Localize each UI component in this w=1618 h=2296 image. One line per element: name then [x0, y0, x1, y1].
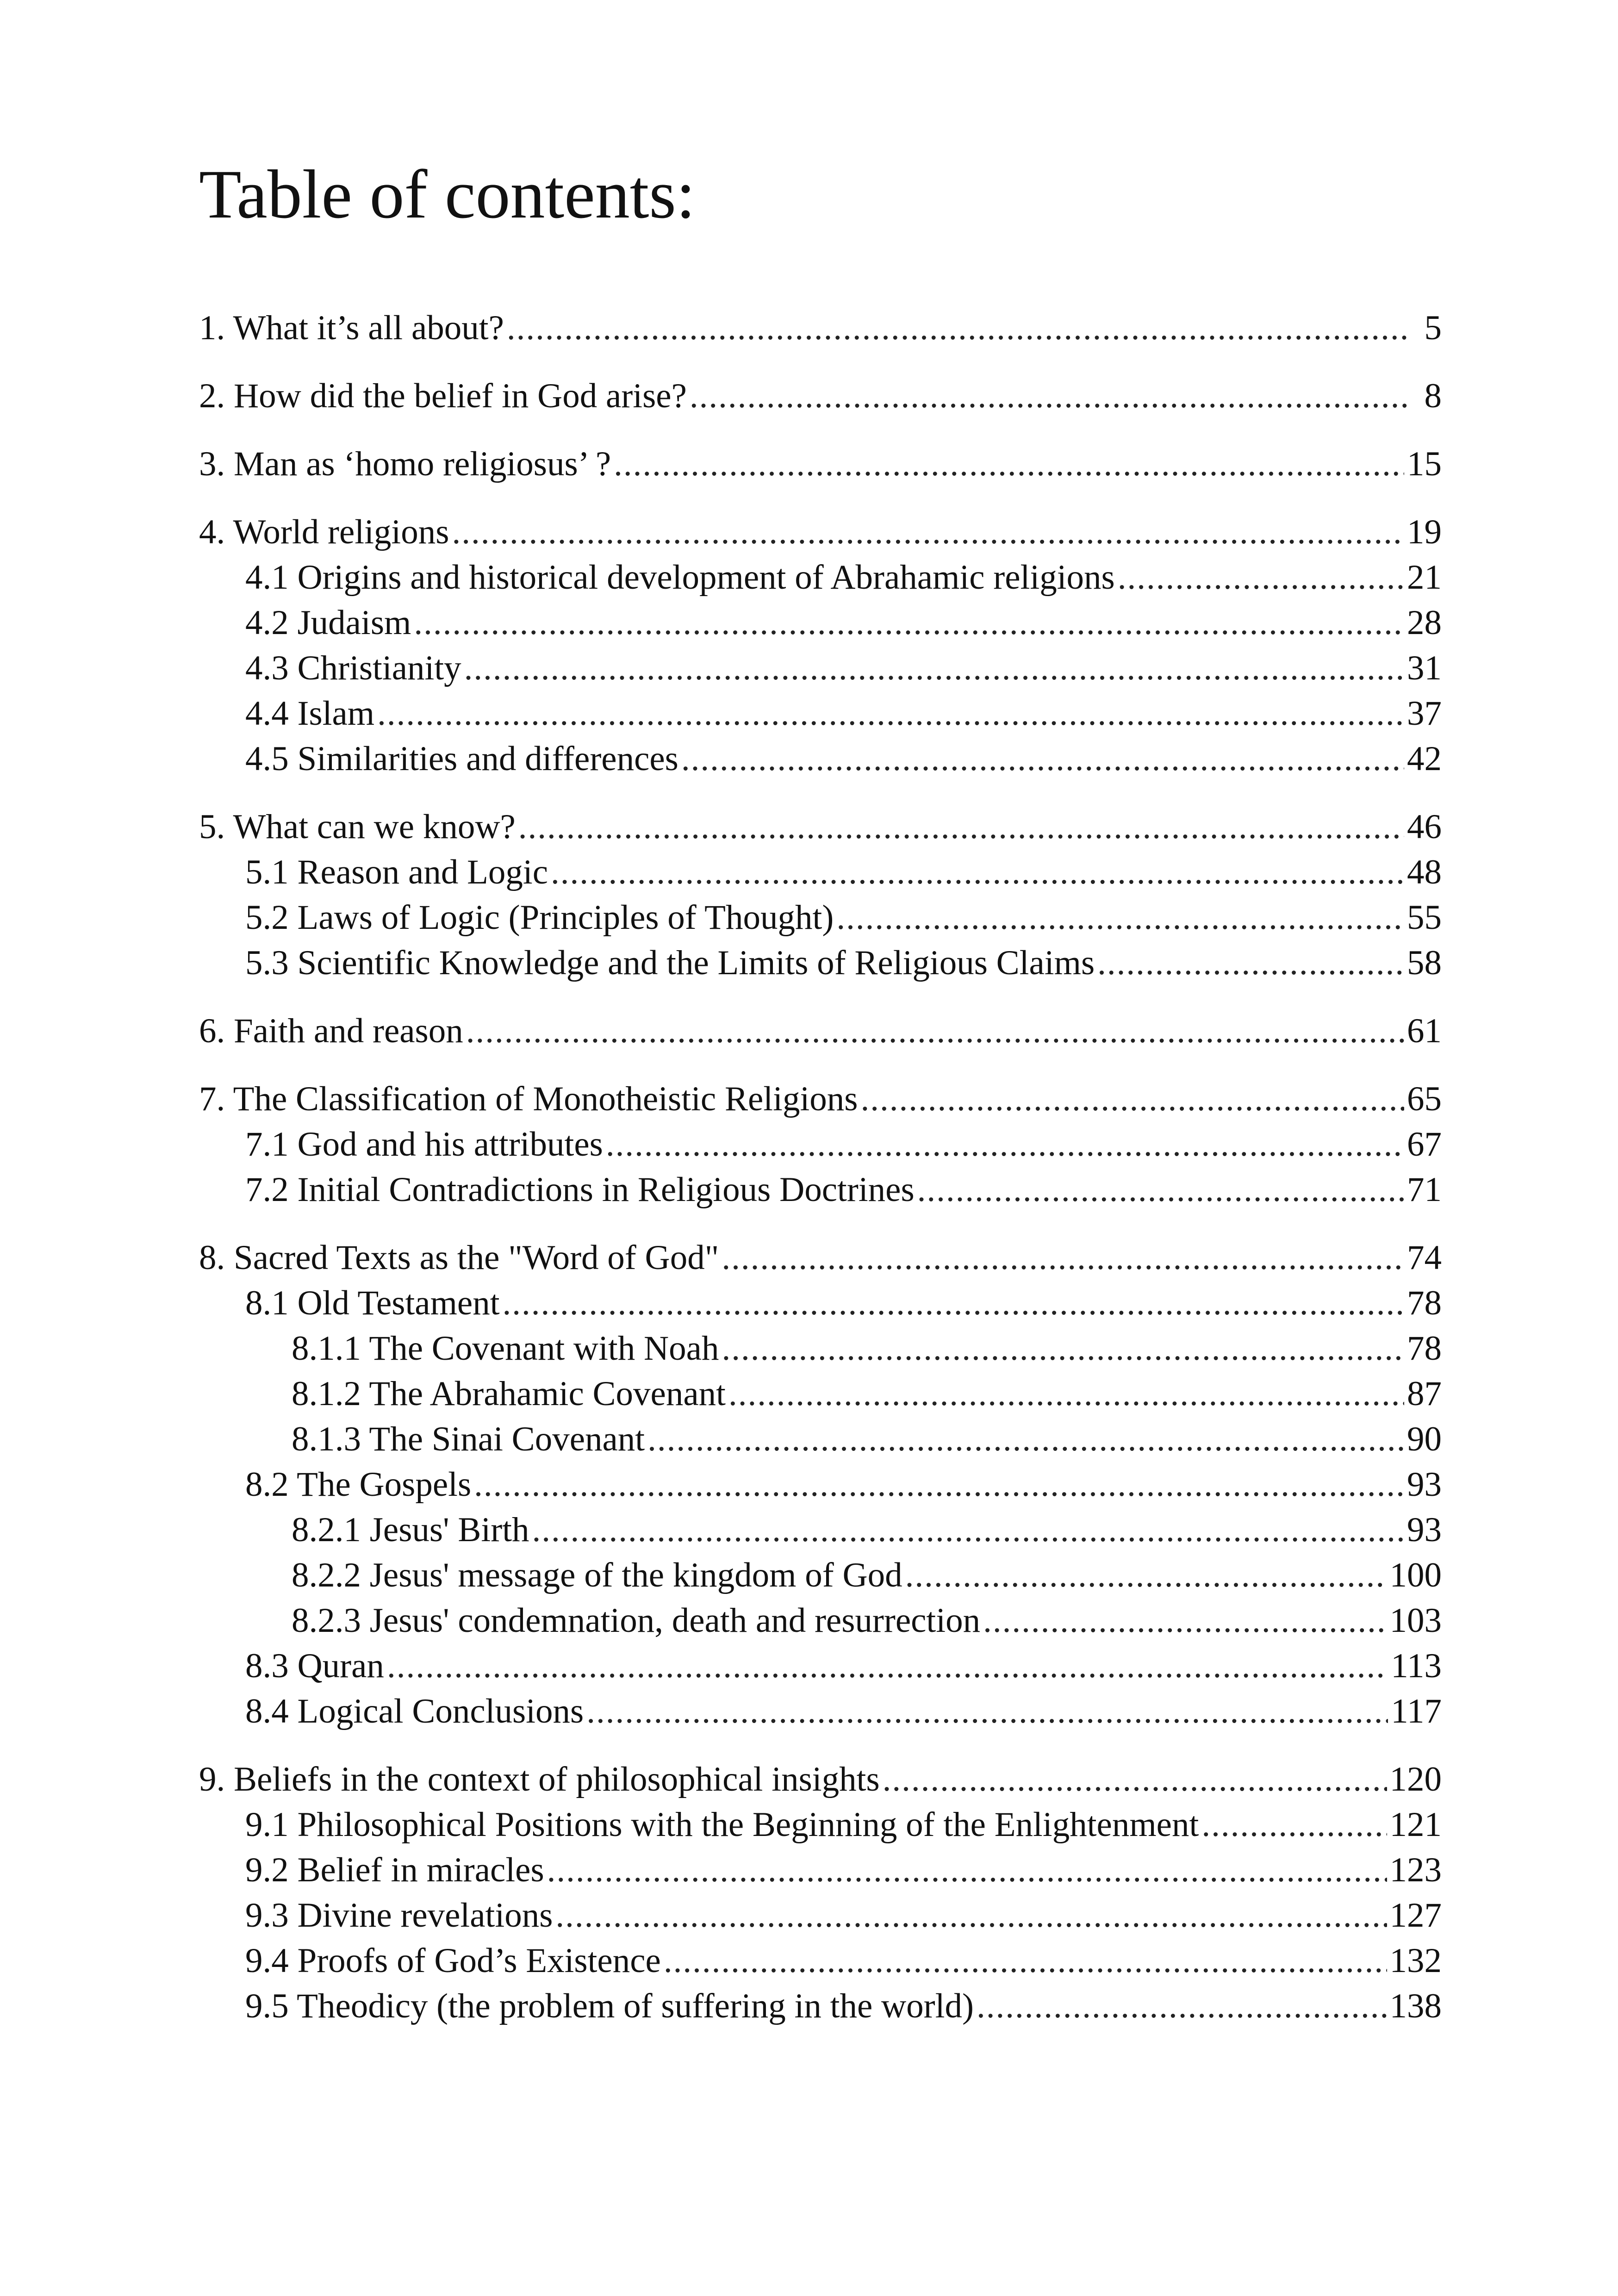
toc-entry[interactable] [199, 736, 1442, 782]
toc-entry[interactable] [199, 1326, 1442, 1371]
toc-page-number: 117 [1391, 1692, 1442, 1730]
toc-page-number: 48 [1407, 853, 1442, 891]
dot-leader [414, 600, 1404, 646]
dot-leader [1097, 940, 1404, 986]
toc-entry-title: 8.1.1 The Covenant with Noah [292, 1329, 719, 1368]
toc-entry-title: 6. Faith and reason [199, 1012, 463, 1050]
toc-entry[interactable] [199, 1235, 1442, 1281]
toc-page-number: 37 [1407, 694, 1442, 733]
toc-entry-title: 1. What it’s all about? [199, 309, 504, 347]
toc-entry[interactable] [199, 646, 1442, 691]
dot-leader [860, 1076, 1404, 1122]
toc-entry[interactable] [199, 1417, 1442, 1462]
toc-section-2 [199, 373, 1442, 419]
toc-entry[interactable] [199, 1598, 1442, 1643]
toc-section-1 [199, 305, 1442, 351]
toc-entry-title: 7.2 Initial Contradictions in Religious Doctrines [245, 1170, 915, 1209]
toc-page-number: 78 [1407, 1329, 1442, 1368]
toc-entry-title: 4.4 Islam [245, 694, 375, 733]
toc-entry[interactable] [199, 850, 1442, 895]
toc-section-3 [199, 442, 1442, 487]
toc-page-number: 65 [1407, 1080, 1442, 1118]
toc-entry-title: 8. Sacred Texts as the "Word of God" [199, 1238, 719, 1277]
toc-entry[interactable] [199, 895, 1442, 940]
toc-entry-title: 5. What can we know? [199, 808, 516, 846]
toc-page-number: 127 [1389, 1896, 1442, 1935]
dot-leader [905, 1553, 1387, 1598]
toc-page-number: 132 [1389, 1941, 1442, 1980]
toc-page-number: 31 [1407, 649, 1442, 687]
toc-page-number: 21 [1407, 558, 1442, 597]
toc-entry-title: 8.1.2 The Abrahamic Covenant [292, 1375, 726, 1413]
toc-entry[interactable] [199, 1008, 1442, 1054]
toc-section-9 [199, 1757, 1442, 2029]
toc-page-number: 42 [1407, 740, 1442, 778]
toc-entry[interactable] [199, 1167, 1442, 1213]
toc-entry-title: 8.4 Logical Conclusions [245, 1692, 584, 1730]
toc-entry[interactable] [199, 1893, 1442, 1938]
dot-leader [586, 1689, 1388, 1734]
toc-page-number: 28 [1407, 604, 1442, 642]
toc-entry[interactable] [199, 1848, 1442, 1893]
dot-leader [503, 1281, 1404, 1326]
dot-leader [464, 646, 1404, 691]
dot-leader [728, 1371, 1404, 1417]
dot-leader [387, 1643, 1388, 1689]
toc-entry[interactable] [199, 1984, 1442, 2029]
toc-page-number: 74 [1407, 1238, 1442, 1277]
toc-page-number: 90 [1407, 1420, 1442, 1458]
toc-page-number: 93 [1407, 1465, 1442, 1504]
toc-page-number: 15 [1407, 445, 1442, 483]
dot-leader [466, 1008, 1404, 1054]
toc-entry-title: 8.1.3 The Sinai Covenant [292, 1420, 645, 1458]
dot-leader [532, 1507, 1404, 1553]
dot-leader [452, 510, 1404, 555]
toc-entry-title: 4.3 Christianity [245, 649, 461, 687]
dot-leader [377, 691, 1404, 736]
toc-entry-title: 7. The Classification of Monotheistic Religions [199, 1080, 858, 1118]
dot-leader [977, 1984, 1387, 2029]
toc-section-5 [199, 804, 1442, 986]
toc-entry-title: 9.5 Theodicy (the problem of suffering in the world) [245, 1987, 974, 2025]
toc-entry-title: 9.4 Proofs of God’s Existence [245, 1941, 661, 1980]
toc-entry[interactable] [199, 940, 1442, 986]
dot-leader [722, 1326, 1404, 1371]
toc-page-number: 8 [1424, 377, 1442, 415]
toc-entry[interactable] [199, 1076, 1442, 1122]
toc-entry-title: 8.2.1 Jesus' Birth [292, 1511, 529, 1549]
toc-entry-title: 8.2.3 Jesus' condemnation, death and resurrection [292, 1601, 981, 1640]
toc-entry[interactable] [199, 1281, 1442, 1326]
toc-entry[interactable] [199, 1802, 1442, 1848]
toc-entry-title: 8.1 Old Testament [245, 1284, 500, 1322]
toc-section-6 [199, 1008, 1442, 1054]
toc-entry-title: 5.3 Scientific Knowledge and the Limits of Religious Claims [245, 944, 1095, 982]
toc-page-number: 93 [1407, 1511, 1442, 1549]
toc-page-number: 61 [1407, 1012, 1442, 1050]
toc-entry-title: 7.1 God and his attributes [245, 1125, 603, 1164]
toc-page-number: 138 [1389, 1987, 1442, 2025]
toc-entry[interactable] [199, 305, 1442, 351]
dot-leader [681, 736, 1404, 782]
toc-entry-title: 5.1 Reason and Logic [245, 853, 548, 891]
dot-leader [551, 850, 1404, 895]
dot-leader [917, 1167, 1404, 1213]
dot-leader [606, 1122, 1404, 1167]
dot-leader [555, 1893, 1387, 1938]
toc-entry-title: 9. Beliefs in the context of philosophical insights [199, 1760, 880, 1798]
page-title: Table of contents: [199, 156, 696, 233]
toc-entry[interactable] [199, 1689, 1442, 1734]
toc-entry[interactable] [199, 510, 1442, 555]
toc-entry-title: 9.3 Divine revelations [245, 1896, 553, 1935]
toc-entry[interactable] [199, 691, 1442, 736]
dot-leader [547, 1848, 1387, 1893]
dot-leader [690, 373, 1411, 419]
dot-leader [474, 1462, 1404, 1507]
toc-page-number: 5 [1424, 309, 1442, 347]
toc-page-number: 71 [1407, 1170, 1442, 1209]
dot-leader [722, 1235, 1404, 1281]
toc-entry-title: 8.2 The Gospels [245, 1465, 472, 1504]
dot-leader [836, 895, 1404, 940]
toc-section-7 [199, 1076, 1442, 1213]
toc-entry-title: 9.2 Belief in miracles [245, 1851, 544, 1889]
toc-entry-title: 5.2 Laws of Logic (Principles of Thought) [245, 898, 834, 937]
dot-leader [1118, 555, 1404, 600]
toc-entry[interactable] [199, 373, 1442, 419]
dot-leader [647, 1417, 1404, 1462]
toc-entry[interactable] [199, 1462, 1442, 1507]
toc-entry-title: 8.3 Quran [245, 1647, 384, 1685]
toc-page-number: 19 [1407, 513, 1442, 551]
dot-leader [1201, 1802, 1387, 1848]
toc-page-number: 87 [1407, 1375, 1442, 1413]
toc-page-number: 123 [1389, 1851, 1442, 1889]
toc-entry-title: 4.1 Origins and historical development of Abrahamic religions [245, 558, 1115, 597]
toc-entry-title: 4.2 Judaism [245, 604, 411, 642]
dot-leader [983, 1598, 1387, 1643]
toc-section-4 [199, 510, 1442, 782]
toc-page-number: 120 [1389, 1760, 1442, 1798]
toc-entry[interactable] [199, 1757, 1442, 1802]
dot-leader [664, 1938, 1387, 1984]
table-of-contents [199, 305, 1442, 2052]
toc-entry[interactable] [199, 1122, 1442, 1167]
toc-page-number: 58 [1407, 944, 1442, 982]
toc-entry[interactable] [199, 1371, 1442, 1417]
toc-page-number: 46 [1407, 808, 1442, 846]
toc-page-number: 55 [1407, 898, 1442, 937]
toc-entry[interactable] [199, 555, 1442, 600]
toc-page-number: 78 [1407, 1284, 1442, 1322]
toc-section-8 [199, 1235, 1442, 1734]
toc-page-number: 100 [1389, 1556, 1442, 1594]
toc-entry[interactable] [199, 1553, 1442, 1598]
toc-entry[interactable] [199, 1507, 1442, 1553]
toc-entry-title: 3. Man as ‘homo religiosus’ ? [199, 445, 611, 483]
toc-entry-title: 4. World religions [199, 513, 449, 551]
toc-page-number: 121 [1389, 1805, 1442, 1844]
toc-entry-title: 9.1 Philosophical Positions with the Beginning of the Enlightenment [245, 1805, 1199, 1844]
toc-page-number: 113 [1391, 1647, 1442, 1685]
dot-leader [518, 804, 1404, 850]
toc-page-number: 67 [1407, 1125, 1442, 1164]
toc-entry[interactable] [199, 804, 1442, 850]
toc-entry[interactable] [199, 1643, 1442, 1689]
toc-entry[interactable] [199, 1938, 1442, 1984]
dot-leader [507, 305, 1411, 351]
dot-leader [614, 442, 1404, 487]
toc-entry[interactable] [199, 442, 1442, 487]
dot-leader [883, 1757, 1387, 1802]
toc-entry-title: 2. How did the belief in God arise? [199, 377, 687, 415]
toc-page-number: 103 [1389, 1601, 1442, 1640]
toc-entry-title: 8.2.2 Jesus' message of the kingdom of God [292, 1556, 902, 1594]
toc-entry[interactable] [199, 600, 1442, 646]
toc-entry-title: 4.5 Similarities and differences [245, 740, 678, 778]
